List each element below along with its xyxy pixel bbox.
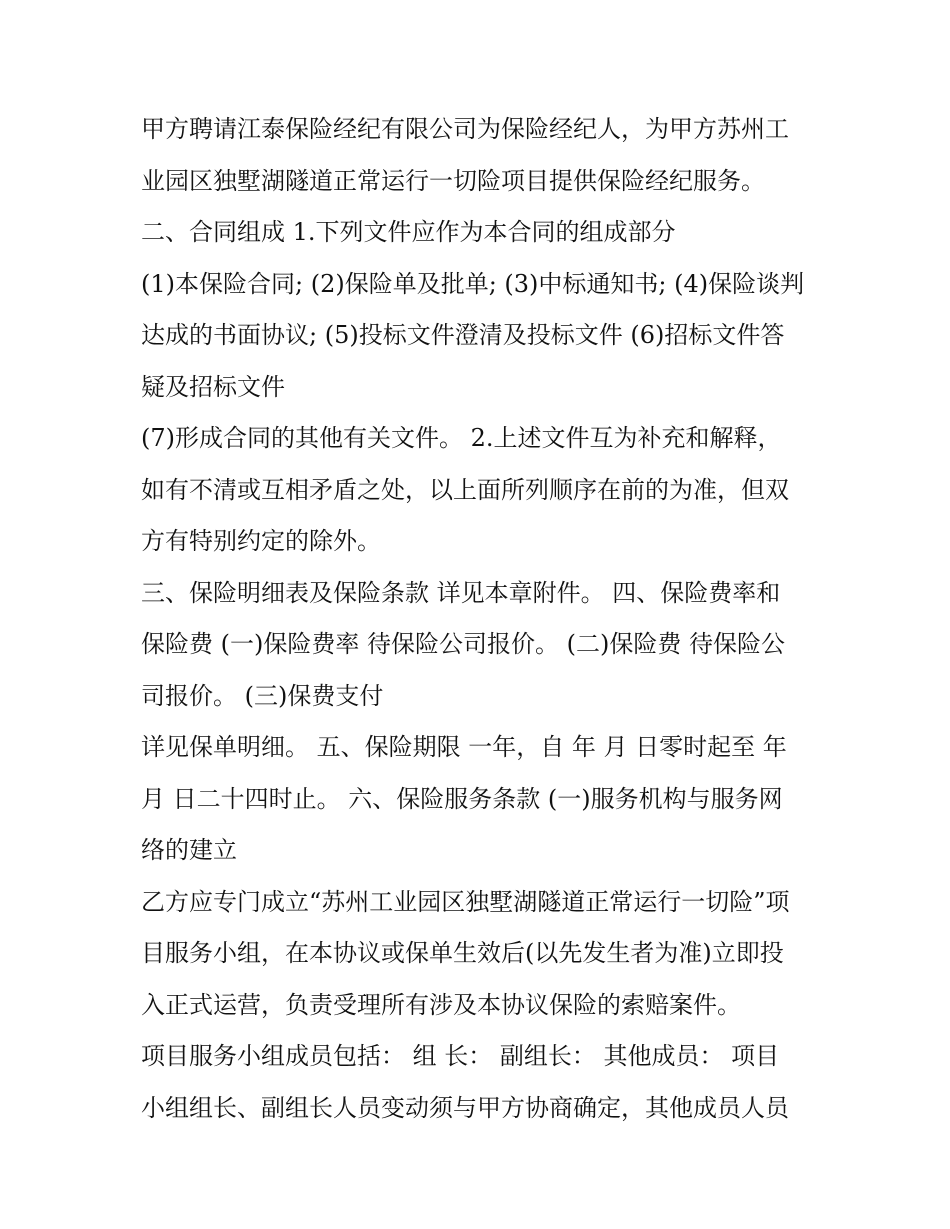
text-line: 目服务小组，在本协议或保单生效后(以先发生者为准)立即投 [141, 939, 784, 967]
text-line: 项目服务小组成员包括： 组 长： 副组长： 其他成员： 项目 [141, 1042, 780, 1070]
text-line: 月 日二十四时止。 六、保险服务条款 (一)服务机构与服务网 [141, 784, 783, 813]
text-line: 保险费 (一)保险费率 待保险公司报价。 (二)保险费 待保险公 [141, 630, 785, 658]
text-line: (7)形成合同的其他有关文件。 2.上述文件互为补充和解释， [141, 424, 782, 452]
text-line: 详见保单明细。 五、保险期限 一年，自 年 月 日零时起至 年 [141, 733, 787, 761]
document-body [141, 104, 811, 1134]
text-line: 如有不清或互相矛盾之处，以上面所列顺序在前的为准，但双 [141, 475, 789, 504]
text-line: 络的建立 [141, 836, 237, 864]
text-line: 小组组长、副组长人员变动须与甲方协商确定，其他成员人员 [141, 1093, 789, 1122]
text-line: 业园区独墅湖隧道正常运行一切险项目提供保险经纪服务。 [141, 166, 765, 195]
text-line: 三、保险明细表及保险条款 详见本章附件。 四、保险费率和 [141, 578, 781, 607]
text-line: 入正式运营，负责受理所有涉及本协议保险的索赔案件。 [141, 990, 741, 1019]
text-line: 乙方应专门成立“苏州工业园区独墅湖隧道正常运行一切险”项 [141, 887, 790, 916]
text-line: 司报价。 (三)保费支付 [141, 681, 384, 710]
text-line: (1)本保险合同; (2)保险单及批单; (3)中标通知书; (4)保险谈判 [141, 269, 805, 298]
text-line: 甲方聘请江泰保险经纪有限公司为保险经纪人，为甲方苏州工 [141, 115, 789, 143]
text-line: 方有特别约定的除外。 [141, 527, 381, 555]
text-line: 疑及招标文件 [141, 372, 285, 401]
text-line: 达成的书面协议; (5)投标文件澄清及投标文件 (6)招标文件答 [141, 321, 785, 349]
text-line: 二、合同组成 1.下列文件应作为本合同的组成部分 [141, 218, 676, 246]
